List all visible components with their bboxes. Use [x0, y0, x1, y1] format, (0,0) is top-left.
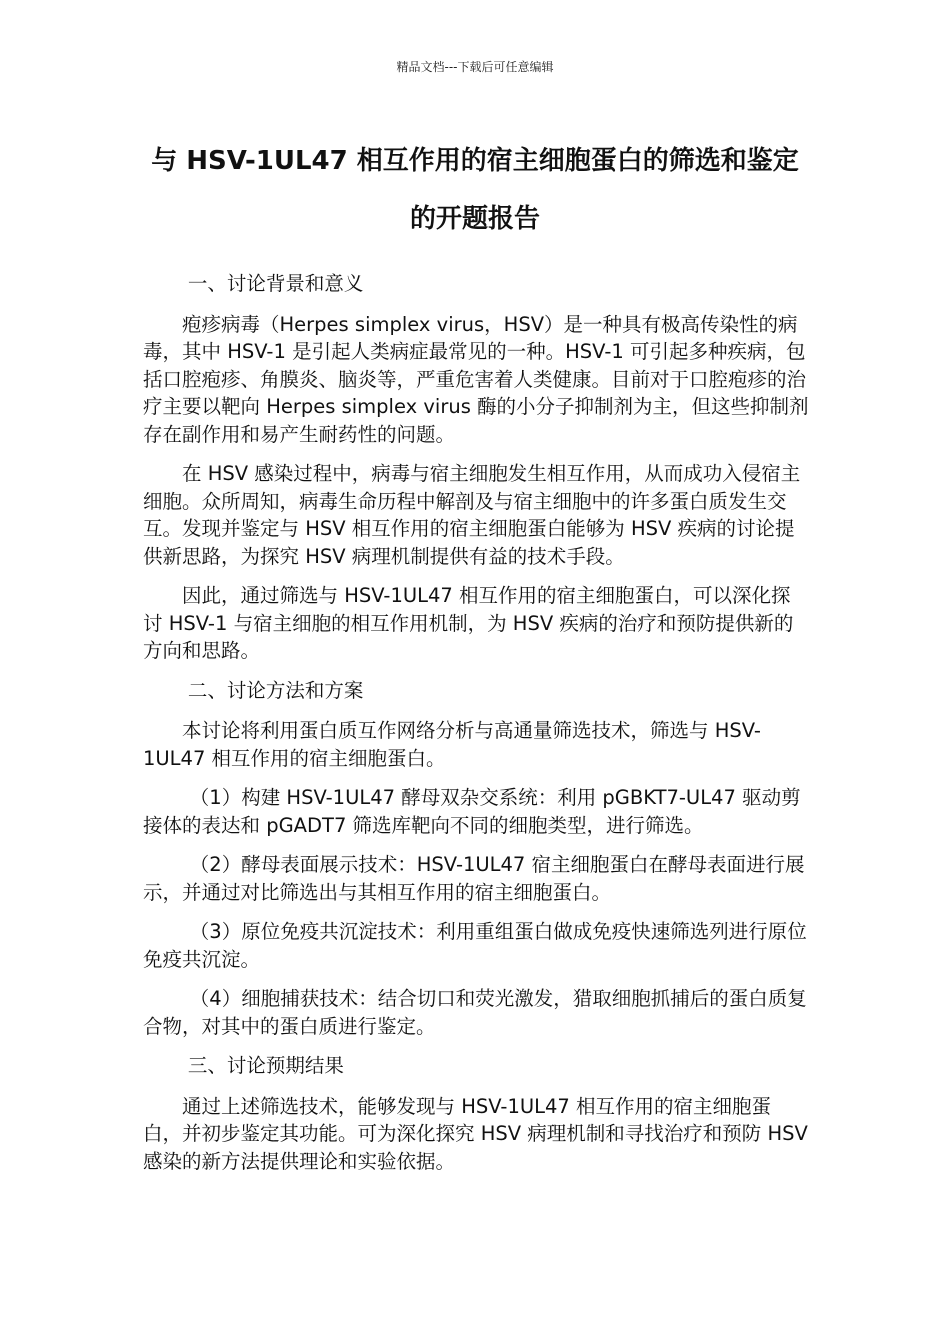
- method-item-3: （3）原位免疫共沉淀技术：利用重组蛋白做成免疫快速筛选列进行原位免疫共沉淀。: [143, 920, 807, 971]
- section-heading-background: 一、讨论背景和意义: [187, 272, 364, 295]
- method-item-2: （2）酵母表面展示技术：HSV-1UL47 宿主细胞蛋白在酵母表面进行展示，并通过对比筛选出与其相互作用的宿主细胞蛋白。: [143, 853, 805, 904]
- paragraph-background-1: 疱疹病毒（Herpes simplex virus，HSV）是一种具有极高传染性的病毒，其中 HSV-1 是引起人类病症最常见的一种。HSV-1 可引起多种疾病，包括口腔疱疹、角膜炎、脑炎等，严重危害着人类健康。目前对于口腔疱疹的治疗主要以靶向 Herpes simplex virus 酶的小分子抑制剂为主，但这些抑制剂存在副作用和易产生耐药性的问题。: [143, 312, 809, 446]
- method-item-4: （4）细胞捕获技术：结合切口和荧光激发，猎取细胞抓捕后的蛋白质复合物，对其中的蛋白质进行鉴定。: [143, 987, 807, 1038]
- section-heading-methods: 二、讨论方法和方案: [187, 678, 364, 702]
- document-body: [143, 270, 809, 1187]
- document-title: 与 HSV-1UL47 相互作用的宿主细胞蛋白的筛选和鉴定的开题报告: [151, 146, 799, 234]
- paragraph-background-2: 在 HSV 感染过程中，病毒与宿主细胞发生相互作用，从而成功入侵宿主细胞。众所周知，病毒生命历程中解剖及与宿主细胞中的许多蛋白质发生交互。发现并鉴定与 HSV 相互作用的宿主细胞蛋白能够为 HSV 疾病的讨论提供新思路，为探究 HSV 病理机制提供有益的技术手段。: [143, 462, 801, 568]
- method-item-1: （1）构建 HSV-1UL47 酵母双杂交系统：利用 pGBKT7-UL47 驱动剪接体的表达和 pGADT7 筛选库靶向不同的细胞类型，进行筛选。: [143, 786, 801, 837]
- paragraph-results: 通过上述筛选技术，能够发现与 HSV-1UL47 相互作用的宿主细胞蛋白，并初步鉴定其功能。可为深化探究 HSV 病理机制和寻找治疗和预防 HSV 感染的新方法提供理论和实验依据。: [143, 1094, 808, 1173]
- paragraph-methods-intro: 本讨论将利用蛋白质互作网络分析与高通量筛选技术，筛选与 HSV-1UL47 相互作用的宿主细胞蛋白。: [143, 719, 761, 770]
- section-heading-results: 三、讨论预期结果: [187, 1054, 344, 1077]
- page-header-note: 精品文档---下载后可任意编辑: [396, 60, 554, 74]
- paragraph-background-3: 因此，通过筛选与 HSV-1UL47 相互作用的宿主细胞蛋白，可以深化探讨 HSV-1 与宿主细胞的相互作用机制，为 HSV 疾病的治疗和预防提供新的方向和思路。: [143, 584, 794, 662]
